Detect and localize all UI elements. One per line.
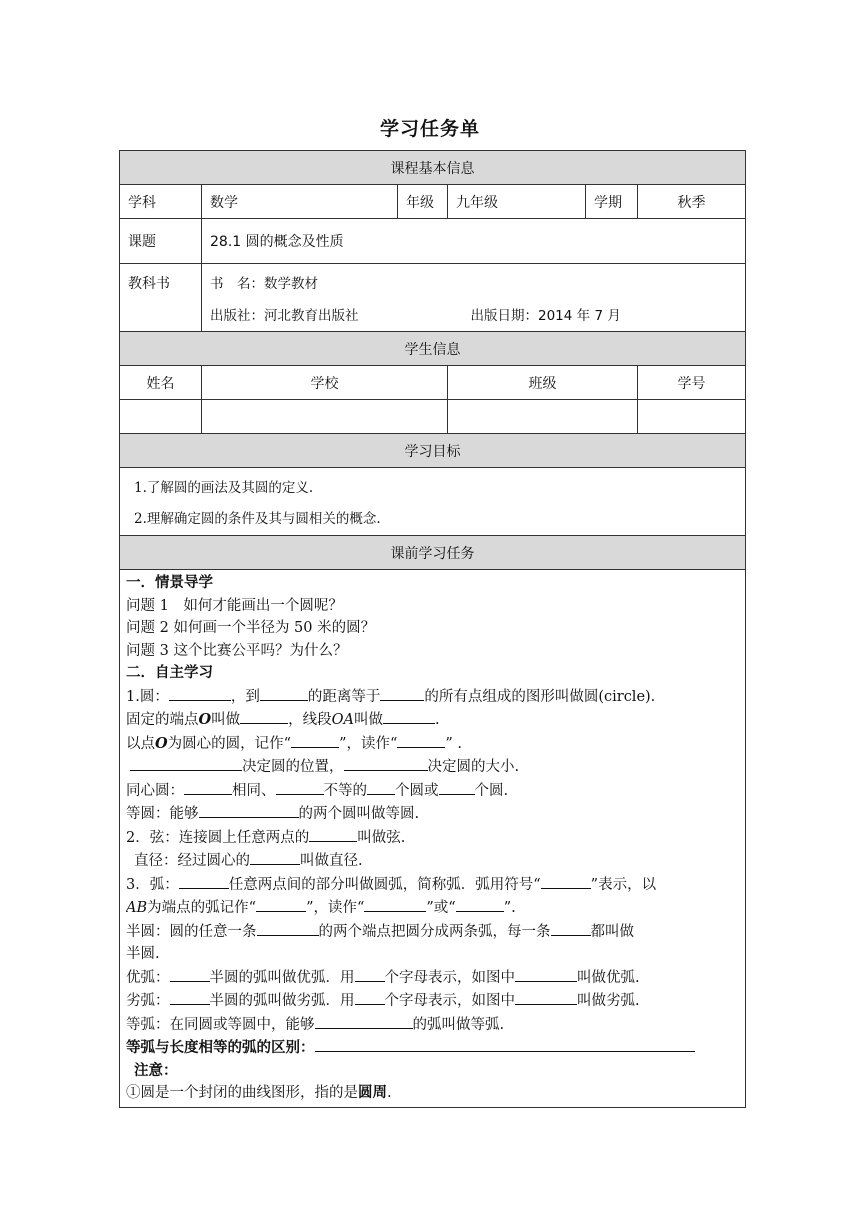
text: 等弧与长度相等的弧的区别：: [126, 1040, 315, 1056]
publisher: 出版社：河北教育出版社: [210, 308, 359, 324]
math-symbol: O: [198, 711, 212, 728]
blank[interactable]: [397, 732, 445, 748]
student-id-cell[interactable]: [638, 400, 746, 434]
text: 以点: [126, 735, 155, 752]
blank[interactable]: [344, 755, 428, 771]
text: 叫做: [211, 712, 241, 728]
text: 为端点的弧记作“: [147, 900, 257, 916]
subject-value: 数学: [202, 185, 398, 219]
student-info-header: 学生信息: [120, 332, 746, 366]
math-symbol: AB: [126, 900, 148, 916]
blank[interactable]: [250, 849, 300, 865]
blank[interactable]: [355, 989, 385, 1005]
text: 个字母表示，如图中: [384, 969, 515, 986]
blank[interactable]: [541, 873, 591, 889]
math-symbol: O: [155, 734, 168, 752]
blank[interactable]: [179, 873, 229, 889]
circle-definition-line: [126, 685, 739, 709]
equal-circle-line: [126, 802, 739, 826]
blank[interactable]: [367, 779, 395, 795]
text: 都叫做: [590, 923, 634, 940]
term-value: 秋季: [638, 185, 746, 219]
circle-notation-line: [126, 732, 739, 756]
arc-line: [126, 873, 739, 897]
class-cell[interactable]: [448, 400, 638, 434]
equal-arc-line: [126, 1013, 739, 1037]
minor-arc-line: [126, 989, 739, 1013]
pre-tasks-header: 课前学习任务: [120, 536, 746, 570]
part2-heading: 二．自主学习: [126, 665, 213, 681]
blank[interactable]: [240, 708, 288, 724]
grade-value: 九年级: [448, 185, 586, 219]
text: ”，读作“: [339, 735, 398, 752]
blank[interactable]: [315, 1036, 695, 1052]
text: 等圆：能够: [126, 806, 199, 822]
blank[interactable]: [355, 966, 385, 982]
topic-value: 28.1 圆的概念及性质: [202, 219, 746, 264]
text: ”.: [503, 900, 516, 916]
arc-difference-line: [126, 1036, 739, 1060]
text: 劣弧：: [126, 993, 170, 1009]
objective-item: 1.了解圆的画法及其圆的定义.: [134, 480, 314, 496]
term-label: 学期: [586, 185, 638, 219]
textbook-info: [202, 264, 746, 332]
text: 半圆的弧叫做劣弧．用: [209, 993, 355, 1009]
subject-label: 学科: [120, 185, 202, 219]
math-symbol: OA: [331, 712, 354, 728]
text: ”或“: [426, 900, 456, 916]
grade-label: 年级: [398, 185, 448, 219]
publisher-line: [210, 304, 737, 324]
text: 固定的端点: [126, 712, 199, 728]
blank[interactable]: [257, 920, 319, 936]
text: 不等的: [323, 782, 367, 799]
blank[interactable]: [551, 920, 591, 936]
blank[interactable]: [439, 779, 475, 795]
text: 任意两点间的部分叫做圆弧，简称弧．弧用符号“: [228, 876, 541, 893]
book-name: 书 名：数学教材: [210, 276, 318, 292]
blank[interactable]: [515, 966, 577, 982]
arc-notation-line: [126, 896, 739, 920]
text: ①圆是一个封闭的曲线图形，指的是: [126, 1085, 358, 1101]
text: 的距离等于: [307, 688, 381, 705]
question-3: 问题 3 这个比赛公平吗？为什么？: [126, 642, 348, 659]
student-id-header: 学号: [638, 366, 746, 400]
diameter-line: [126, 849, 739, 873]
text: 圆周: [358, 1085, 387, 1101]
objective-item: 2.理解确定圆的条件及其与圆相关的概念.: [134, 511, 381, 527]
blank[interactable]: [184, 779, 232, 795]
school-header: 学校: [202, 366, 448, 400]
text: 叫做优弧.: [577, 969, 640, 986]
class-header: 班级: [448, 366, 638, 400]
semicircle-line-cont: 半圆.: [126, 946, 160, 962]
blank[interactable]: [515, 989, 577, 1005]
part1-heading: 一．情景导学: [126, 575, 213, 591]
text: 叫做直径.: [300, 853, 363, 869]
text: ” .: [445, 735, 463, 752]
text: 2．弦：连接圆上任意两点的: [126, 829, 310, 846]
text: 3．弧：: [126, 876, 179, 893]
text: 的弧叫做等弧.: [412, 1016, 505, 1033]
school-cell[interactable]: [202, 400, 448, 434]
blank[interactable]: [315, 1013, 413, 1029]
page-title: 学习任务单: [379, 118, 480, 140]
question-1: 问题 1 如何才能画出一个圆呢？: [126, 597, 343, 614]
text: 决定圆的位置，: [242, 759, 344, 775]
text: 为圆心的圆，记作“: [167, 735, 292, 752]
blank[interactable]: [309, 826, 357, 842]
blank[interactable]: [276, 779, 324, 795]
name-cell[interactable]: [120, 400, 202, 434]
objectives-header: 学习目标: [120, 434, 746, 468]
blank[interactable]: [383, 708, 435, 724]
text: ”，读作“: [306, 900, 365, 916]
text: 叫做: [354, 712, 383, 728]
blank[interactable]: [260, 685, 308, 701]
text: 的两个圆叫做等圆.: [298, 806, 420, 822]
textbook-label: 教科书: [120, 264, 202, 332]
concentric-circle-line: [126, 779, 739, 803]
text: 叫做劣弧.: [577, 993, 640, 1009]
text: 个字母表示，如图中: [384, 993, 515, 1009]
blank[interactable]: [256, 896, 306, 912]
text: 半圆：圆的任意一条: [126, 923, 257, 940]
name-header: 姓名: [120, 366, 202, 400]
text: 个圆.: [474, 782, 509, 799]
note-1: [126, 1082, 739, 1105]
major-arc-line: [126, 966, 739, 990]
text: 同心圆：: [126, 782, 184, 799]
blank[interactable]: [170, 966, 210, 982]
publish-date: 出版日期：2014 年 7 月: [470, 308, 621, 324]
text: 1.圆：: [126, 688, 169, 705]
text: ，线段: [288, 712, 332, 728]
center-radius-line: [126, 708, 739, 732]
objectives-list: [120, 468, 746, 536]
task-sheet-table: [119, 150, 746, 1108]
text: 半圆的弧叫做优弧．用: [209, 969, 355, 986]
topic-label: 课题: [120, 219, 202, 264]
blank[interactable]: [364, 896, 426, 912]
blank[interactable]: [170, 989, 210, 1005]
text: 等弧：在同圆或等圆中，能够: [126, 1016, 315, 1033]
blank[interactable]: [130, 755, 242, 771]
question-2: 问题 2 如何画一个半径为 50 米的圆？: [126, 620, 376, 636]
chord-line: [126, 826, 739, 850]
blank[interactable]: [456, 896, 504, 912]
text: ”表示，以: [590, 876, 657, 893]
text: 的两个端点把圆分成两条弧，每一条: [318, 923, 551, 940]
blank[interactable]: [380, 685, 424, 701]
text: .: [387, 1085, 392, 1101]
blank[interactable]: [199, 802, 299, 818]
text: 相同、: [232, 782, 276, 799]
text: 优弧：: [126, 969, 170, 986]
course-info-header: 课程基本信息: [120, 151, 746, 185]
semicircle-line: [126, 920, 739, 944]
text: .: [435, 712, 440, 728]
text: ，到: [230, 688, 260, 705]
pre-tasks-content: [120, 570, 746, 1108]
text: 叫做弦.: [357, 829, 406, 846]
text: 直径：经过圆心的: [134, 853, 250, 869]
position-size-line: [126, 755, 739, 779]
text: 的所有点组成的图形叫做圆(circle).: [424, 688, 656, 705]
text: 决定圆的大小.: [427, 759, 520, 775]
text: 个圆或: [395, 782, 439, 799]
blank[interactable]: [169, 685, 231, 701]
note-heading: 注意：: [134, 1062, 178, 1079]
blank[interactable]: [291, 732, 339, 748]
